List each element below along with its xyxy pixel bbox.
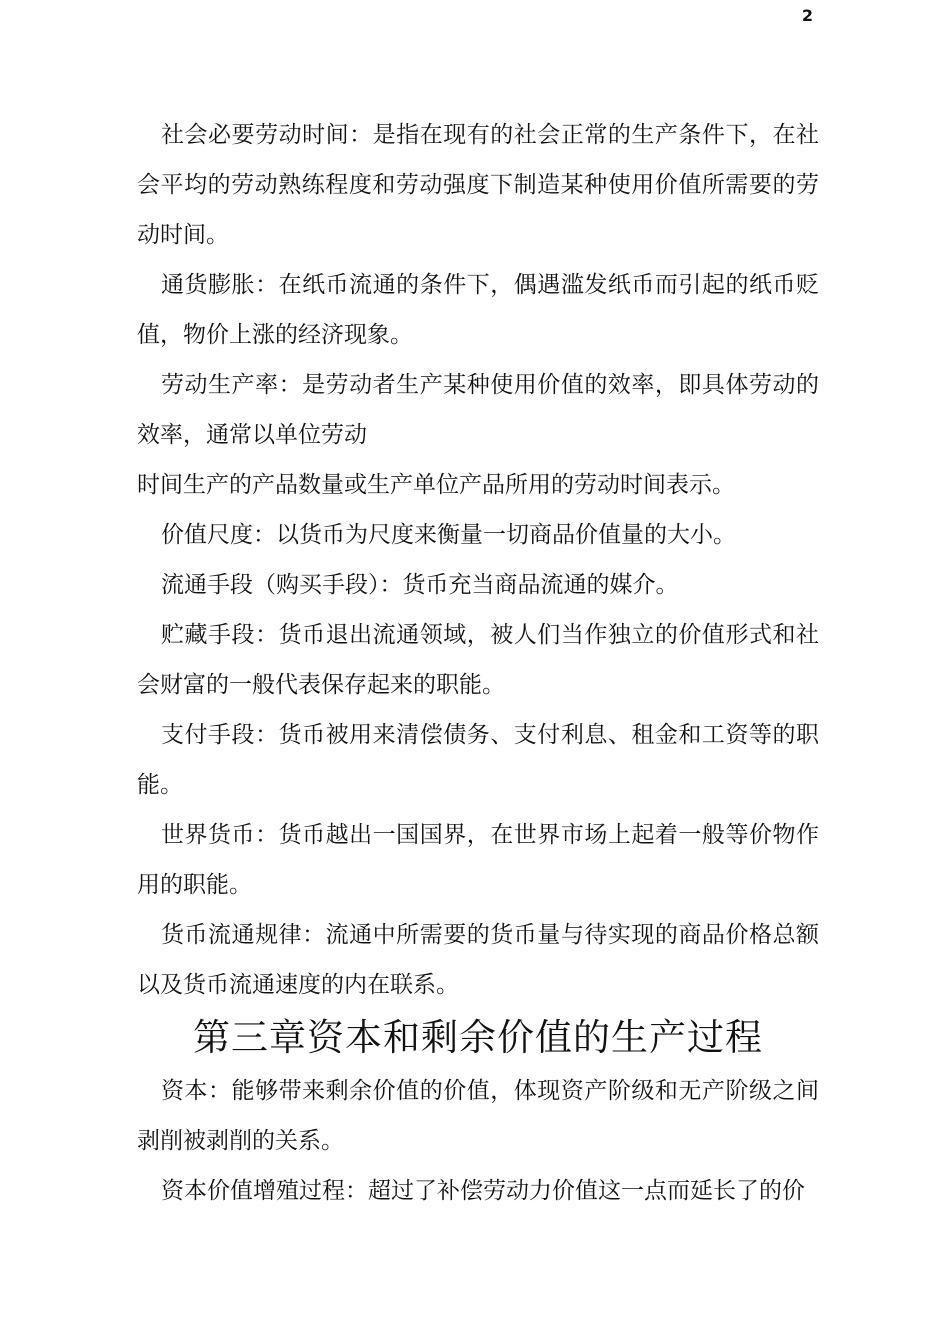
paragraph-capital: 资本：能够带来剩余价值的价值，体现资产阶级和无产阶级之间剥削被剥削的关系。 [137, 1078, 819, 1154]
page-number: 2 [801, 6, 813, 25]
paragraph-law-of-circulation: 货币流通规律：流通中所需要的货币量与待实现的商品价格总额以及货币流通速度的内在联系。 [137, 922, 819, 998]
paragraph-measure-of-value: 价值尺度：以货币为尺度来衡量一切商品价值量的大小。 [161, 522, 736, 548]
paragraph-productivity: 劳动生产率：是劳动者生产某种使用价值的效率，即具体劳动的效率，通常以单位劳动 [137, 372, 819, 448]
paragraph-store-of-value: 贮藏手段：货币退出流通领域，被人们当作独立的价值形式和社会财富的一般代表保存起来的职能。 [137, 622, 819, 698]
paragraph-productivity-continued: 时间生产的产品数量或生产单位产品所用的劳动时间表示。 [137, 472, 735, 498]
document-body [137, 110, 819, 1216]
paragraph-social-labor-time: 社会必要劳动时间：是指在现有的社会正常的生产条件下，在社会平均的劳动熟练程度和劳动强度下制造某种使用价值所需要的劳动时间。 [137, 122, 819, 248]
paragraph-means-of-circulation: 流通手段（购买手段）：货币充当商品流通的媒介。 [161, 572, 679, 598]
chapter-title: 第三章资本和剩余价值的生产过程 [193, 1016, 763, 1059]
paragraph-valorization-process: 资本价值增殖过程：超过了补偿劳动力价值这一点而延长了的价 [161, 1178, 805, 1204]
paragraph-world-money: 世界货币：货币越出一国国界，在世界市场上起着一般等价物作用的职能。 [137, 822, 819, 898]
paragraph-inflation: 通货膨胀：在纸币流通的条件下，偶遇滥发纸币而引起的纸币贬值，物价上涨的经济现象。 [137, 272, 819, 348]
paragraph-means-of-payment: 支付手段：货币被用来清偿债务、支付利息、租金和工资等的职能。 [137, 722, 819, 798]
